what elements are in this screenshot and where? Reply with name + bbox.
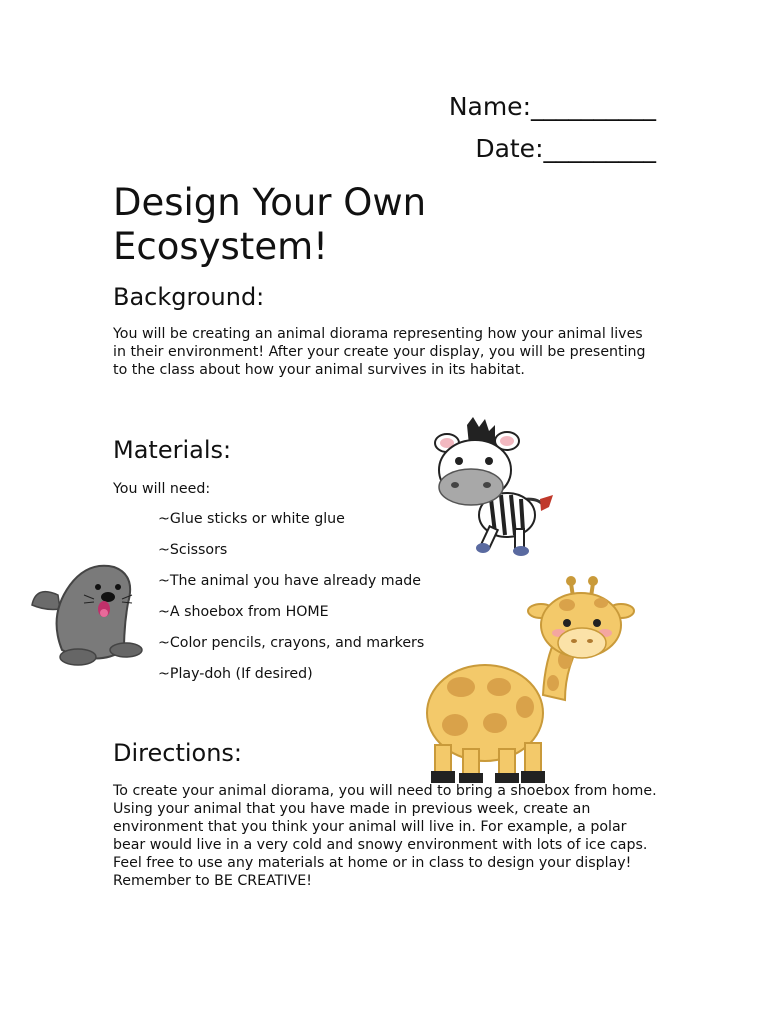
list-item: ~A shoebox from HOME bbox=[158, 604, 329, 620]
list-item: ~Play-doh (If desired) bbox=[158, 666, 313, 682]
seal-icon bbox=[28, 555, 146, 670]
materials-list bbox=[158, 510, 424, 696]
giraffe-icon bbox=[425, 575, 635, 787]
page-title: Design Your Own Ecosystem! bbox=[113, 181, 427, 268]
list-item: ~Color pencils, crayons, and markers bbox=[158, 635, 425, 651]
materials-intro: You will need: bbox=[113, 481, 211, 497]
name-field-label: Name:__________ bbox=[448, 92, 656, 121]
materials-heading: Materials: bbox=[113, 436, 232, 464]
list-item: ~The animal you have already made bbox=[158, 573, 422, 589]
list-item: ~Scissors bbox=[158, 542, 228, 558]
background-heading: Background: bbox=[113, 283, 265, 311]
background-text: You will be creating an animal diorama representing how your animal lives in their environment! After your create your display, you will be presenting to the class about how your animal survives in its habitat. bbox=[113, 326, 646, 378]
list-item: ~Glue sticks or white glue bbox=[158, 511, 345, 527]
zebra-icon bbox=[425, 415, 560, 560]
date-field-label: Date:_________ bbox=[475, 134, 656, 163]
directions-text: To create your animal diorama, you will need to bring a shoebox from home. Using your animal that you have made in previous week, create an environment that you think your animal will live in. For example, a polar bear would live in a very cold and snowy environment with lots of ice caps. Feel free to use any materials at home or in class to design your display! Remember to BE CREATIVE! bbox=[113, 783, 657, 889]
directions-heading: Directions: bbox=[113, 739, 243, 767]
